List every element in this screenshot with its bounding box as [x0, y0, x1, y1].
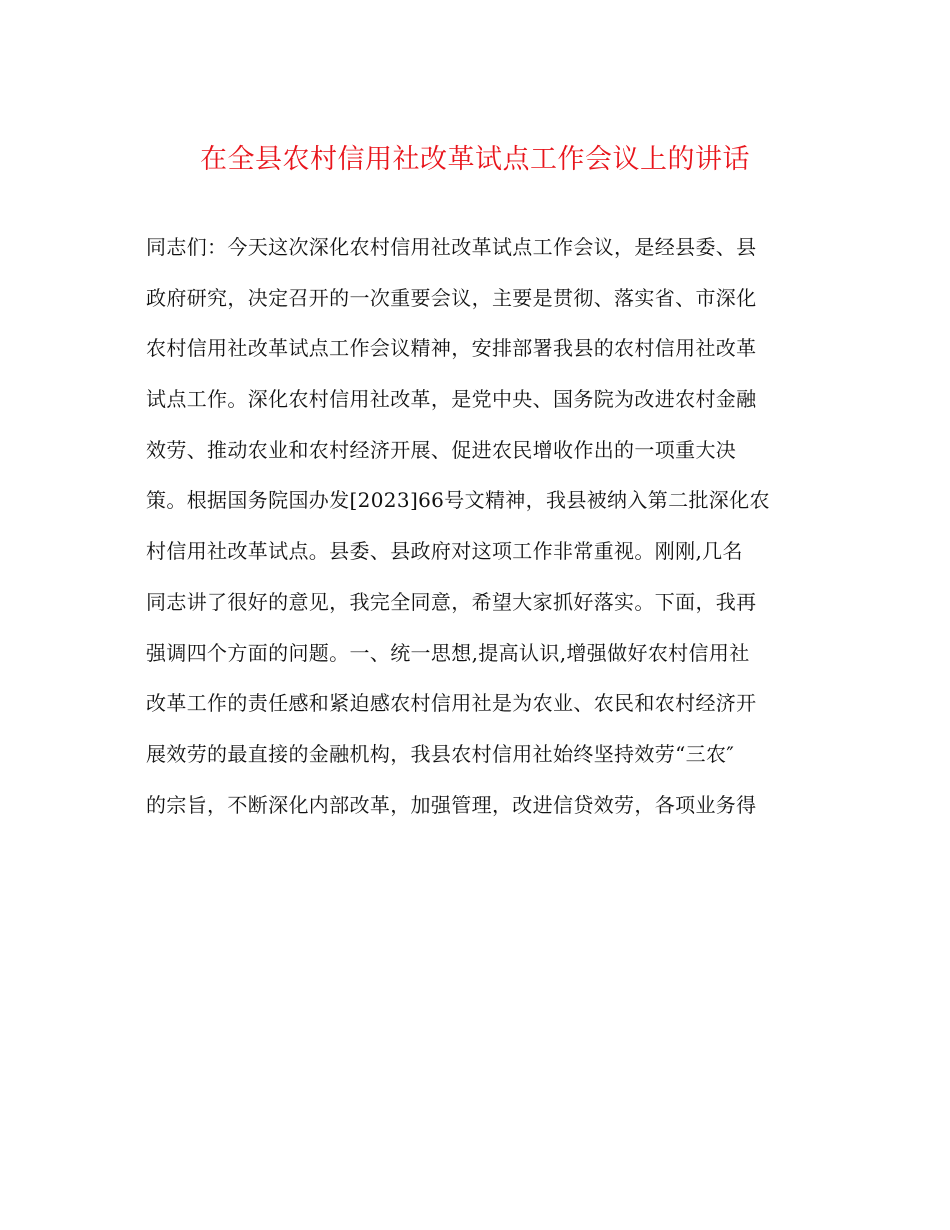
body-line: 同志讲了很好的意见，我完全同意，希望大家抓好落实。下面，我再	[146, 589, 757, 614]
body-line: 强调四个方面的问题。一、统一思想,提高认识,增强做好农村信用社	[146, 640, 750, 665]
document-body	[146, 222, 826, 830]
body-line: 政府研究，决定召开的一次重要会议，主要是贯彻、落实省、市深化	[146, 285, 757, 310]
document-title: 在全县农村信用社改革试点工作会议上的讲话	[200, 144, 750, 175]
body-line: 改革工作的责任感和紧迫感农村信用社是为农业、农民和农村经济开	[146, 691, 757, 716]
body-line: 展效劳的最直接的金融机构，我县农村信用社始终坚持效劳“三农″	[146, 741, 735, 766]
body-line: 效劳、推动农业和农村经济开展、促进农民增收作出的一项重大决	[146, 437, 737, 462]
body-line: 同志们：今天这次深化农村信用社改革试点工作会议，是经县委、县	[146, 235, 757, 259]
body-line: 试点工作。深化农村信用社改革，是党中央、国务院为改进农村金融	[146, 387, 757, 412]
body-line: 村信用社改革试点。县委、县政府对这项工作非常重视。刚刚,几名	[146, 539, 743, 564]
body-line: 的宗旨，不断深化内部改革，加强管理，改进信贷效劳，各项业务得	[146, 792, 757, 817]
body-line: 农村信用社改革试点工作会议精神，安排部署我县的农村信用社改革	[146, 336, 757, 361]
body-line: 策。根据国务院国办发[2023]66号文精神，我县被纳入第二批深化农	[146, 488, 770, 513]
